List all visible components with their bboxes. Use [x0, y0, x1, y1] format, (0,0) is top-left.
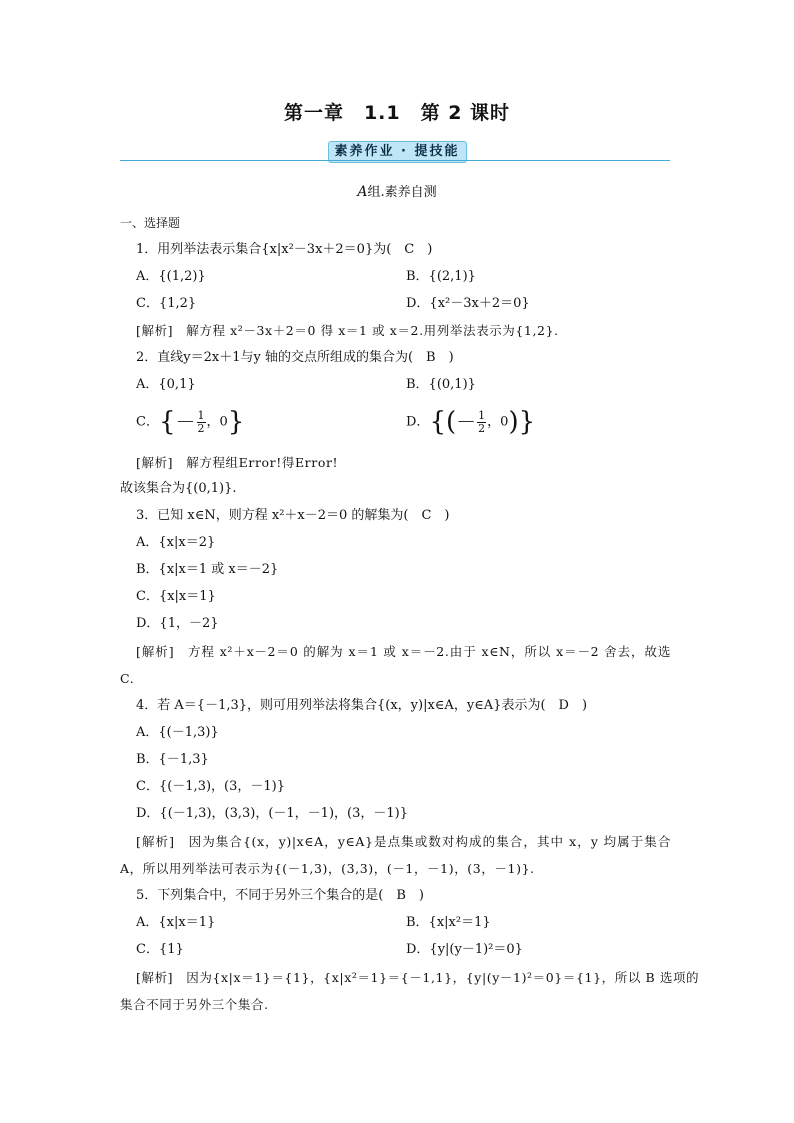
question-2-option-c [136, 402, 244, 443]
question-5-stem: 5．下列集合中，不同于另外三个集合的是( B ) [136, 888, 424, 903]
header-divider [120, 160, 670, 161]
zero-value: 0 [219, 414, 228, 430]
right-paren: ) [508, 407, 519, 437]
page-title: 第一章 1.1 第 2 课时 [283, 102, 511, 124]
section-heading: 一、选择题 [120, 216, 181, 230]
question-1-stem: 1．用列举法表示集合{x|x²－3x＋2＝0}为( C ) [136, 242, 433, 257]
question-4-option-a: A．{(－1,3)} [136, 725, 219, 740]
section-banner: 素养作业 · 提技能 [328, 141, 467, 163]
comma: ， [206, 414, 220, 430]
right-brace: } [518, 407, 536, 437]
minus-sign: － [456, 410, 477, 434]
group-text: 组.素养自测 [367, 185, 437, 200]
comma: ， [487, 414, 501, 430]
question-4-analysis: [解析] 因为集合{(x，y)|x∈A，y∈A}是点集或数对构成的集合，其中 x，y 均属于集合 [136, 834, 671, 849]
question-1-option-d: D．{x²－3x＋2＝0} [406, 296, 530, 311]
question-5-option-c: C．{1} [136, 942, 184, 957]
option-c-label: C． [136, 414, 159, 430]
question-5-analysis-cont: 集合不同于另外三个集合. [120, 997, 269, 1012]
left-paren: ( [445, 407, 457, 437]
question-3-stem: 3．已知 x∈N，则方程 x²＋x－2＝0 的解集为( C ) [136, 508, 450, 523]
question-3-option-d: D．{1，－2} [136, 616, 219, 631]
fraction [477, 410, 486, 435]
question-4-option-c: C．{(－1,3)，(3，－1)} [136, 779, 285, 794]
question-2-conclusion: 故该集合为{(0,1)}. [120, 481, 237, 496]
question-2-option-d [406, 402, 535, 443]
option-d-label: D． [406, 414, 430, 430]
question-1-option-a: A．{(1,2)} [136, 269, 206, 284]
fraction [197, 410, 206, 435]
question-2-stem: 2．直线y＝2x＋1与y 轴的交点所组成的集合为( B ) [136, 350, 454, 365]
question-5-analysis: [解析] 因为{x|x＝1}＝{1}，{x|x²＝1}＝{－1,1}，{y|(y－1)²＝0}＝{1}，所以 B 选项的 [136, 970, 700, 985]
fraction-denominator: 2 [478, 421, 486, 435]
question-3-option-b: B．{x|x＝1 或 x＝－2} [136, 562, 279, 577]
question-3-analysis-cont: C. [120, 671, 135, 686]
right-brace: } [227, 407, 245, 437]
question-4-stem: 4．若 A＝{－1,3}，则可用列举法将集合{(x，y)|x∈A，y∈A}表示为( D ) [136, 698, 588, 713]
group-letter: A [357, 184, 368, 200]
minus-sign: － [175, 410, 196, 434]
question-3-option-c: C．{x|x＝1} [136, 589, 216, 604]
question-5-option-d: D．{y|(y－1)²＝0} [406, 942, 523, 957]
question-2-analysis: [解析] 解方程组Error!得Error! [136, 455, 339, 470]
question-4-option-d: D．{(－1,3)，(3,3)，(－1，－1)，(3，－1)} [136, 806, 408, 821]
question-1-option-c: C．{1,2} [136, 296, 197, 311]
left-brace: { [429, 407, 446, 437]
question-1-option-b: B．{(2,1)} [406, 269, 476, 284]
fraction-denominator: 2 [197, 421, 205, 435]
question-4-analysis-cont: A，所以用列举法可表示为{(－1,3)，(3,3)，(－1，－1)，(3，－1)}. [120, 861, 535, 876]
question-1-analysis: [解析] 解方程 x²－3x＋2＝0 得 x＝1 或 x＝2.用列举法表示为{1,2}. [136, 323, 559, 338]
fraction-numerator: 1 [478, 408, 486, 422]
fraction-numerator: 1 [197, 408, 205, 422]
zero-value: 0 [500, 414, 509, 430]
question-4-option-b: B．{－1,3} [136, 752, 209, 767]
question-2-option-a: A．{0,1} [136, 377, 196, 392]
group-heading [0, 181, 794, 200]
question-5-option-a: A．{x|x＝1} [136, 915, 216, 930]
question-3-option-a: A．{x|x＝2} [136, 535, 216, 550]
question-3-analysis: [解析] 方程 x²＋x－2＝0 的解为 x＝1 或 x＝－2.由于 x∈N，所以 x＝－2 舍去，故选 [136, 644, 671, 659]
question-5-option-b: B．{x|x²＝1} [406, 915, 491, 930]
question-2-option-b: B．{(0,1)} [406, 377, 476, 392]
left-brace: { [158, 407, 176, 437]
